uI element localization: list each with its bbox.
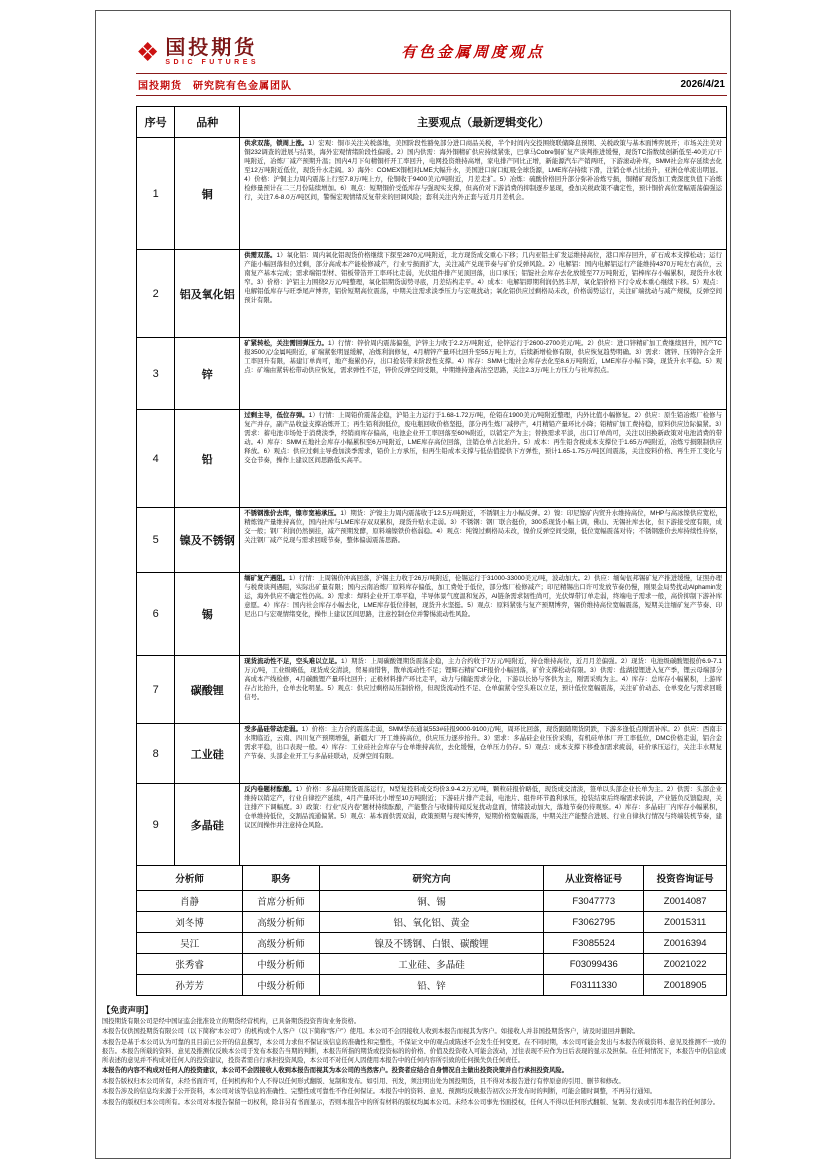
viewpoint-text [240, 508, 727, 573]
disclaimer-paragraph: 国投期货有限公司是经中国证监会批准设立的期货经营机构，已具备期货投资咨询业务资格。 [102, 1018, 361, 1025]
viewpoint-body: 1）行情：上周铅价震荡企稳，沪铅主力运行于1.68-1.72万/吨，伦铅在1900美元/吨附近整理，内外比值小幅修复。2）供应：原生铅冶炼厂检修与复产并存，副产品收益支撑冶炼开工；再生铅利润低位，废电瓶回收价格坚挺，部分再生炼厂减停产，4月精铅产量环比小降；铅精矿加工费持稳，原料供应边际偏紧。3）需求：蓄电池市场处于消费淡季，经销商库存偏高，电池企业开工率回落至60%附近，以销定产为主；替换需求平淡，出口订单尚可，关注以旧换新政策对电池消费的带动。4）库存：SMM五地社会库存小幅累积至6万吨附近，LME库存高位回落，注销仓单占比抬升。5）成本：再生铅含税成本支撑位于1.65万/吨附近，冶炼亏损限制供应释放。6）观点：供应过剩主导叠加淡季需求，铅价上方承压，但再生铅成本支撑与低估值提供下方弹性，预计1.65-1.75万/吨区间震荡，关注废料价格、再生开工变化与交仓节奏，操作上建议区间思路低买高平。 [244, 412, 722, 464]
viewpoint-lead: 矿紧转松，关注需回弹压力。 [244, 340, 328, 347]
viewpoint-lead: 供求双荡，锁周上涨。 [244, 140, 309, 147]
viewpoint-body: 1）期货：上周碳酸锂期货震荡企稳，主力合约收于7万元/吨附近，持仓维持高位，近月月差偏强。2）现货：电池级碳酸锂报价6.9-7.1万元/吨，工业级略低，现货成交清淡，贸易商惜售，散单流动性不足；锂辉石精矿CIF报价小幅回落，矿价支撑松动有限。3）供需：盐湖提锂进入复产季，锂云母端部分高成本产线检修，4月碳酸锂产量环比回升；正极材料排产环比走平，动力与储能需求分化，下游以长协与客供为主，刚需采购为主。4）库存：总库存小幅累积，上游库存占比抬升，仓单去化明显。5）观点：供应过剩格局压制价格，但现货流动性不足、仓单偏紧令空头难以立足，预计低位宽幅震荡，关注矿价动态、仓单变化与需求回暖信号。 [244, 658, 722, 701]
analyst-title: 中级分析师 [243, 975, 320, 996]
analyst-advisory-no: Z0021022 [644, 954, 727, 975]
analyst-col-qualification: 从业资格证号 [544, 866, 644, 891]
viewpoint-text [240, 138, 727, 250]
viewpoints-header-row [137, 107, 727, 138]
table-row-nickel [137, 508, 727, 573]
viewpoint-lead: 受多晶硅带动走弱。 [244, 726, 302, 733]
viewpoint-lead: 不锈钢涨价去库，镍市宽裕承压。 [244, 510, 341, 517]
report-header [136, 37, 727, 66]
viewpoint-body: 1）价格：主力合约震荡走弱，SMM华东通氧553#硅报9000-9100元/吨，周环比回落，现货跟随期货阴跌，下游多逢低点刚需补库。2）供应：西南丰水期临近，云南、四川复产预期增强，新疆大厂开工维持高位，供应压力逐步抬升。3）需求：多晶硅企业压价采购，有机硅单体厂开工率低位，DMC价格走弱，铝合金需求平稳，出口表现一般。4）库存：工业硅社会库存与仓单维持高位，去化缓慢，仓单压力仍存。5）观点：成本支撑下移叠加需求疲弱，硅价承压运行，关注丰水期复产节奏、头部企业开工与多晶硅联动，反弹空间有限。 [244, 726, 722, 760]
analyst-header-row [137, 866, 727, 891]
disclaimer-paragraph: 本报告涉及的信息均来源于公开资料，本公司对该等信息的准确性、完整性或可靠性不作任何保证。本报告中的资料、意见、预测均反映报告初次公开发布时的判断，可能会随时调整，不再另行通知。 [102, 1088, 657, 1096]
viewpoint-lead: 缅矿复产遇阻。 [244, 575, 290, 582]
disclaimer-section [102, 1004, 726, 1107]
variety-name: 铝及氧化铝 [175, 250, 240, 338]
row-no: 8 [137, 724, 175, 784]
analyst-field: 铜、锡 [319, 891, 543, 912]
table-row-lead [137, 410, 727, 508]
analyst-title: 首席分析师 [243, 891, 320, 912]
brand-name: 国投期货 [165, 37, 258, 59]
analyst-row [137, 975, 727, 996]
viewpoint-lead: 现货流动性不足，空头难以立足。 [244, 658, 342, 665]
viewpoint-text [240, 573, 727, 656]
table-row-polysilicon [137, 784, 727, 866]
analyst-row [137, 954, 727, 975]
analyst-name: 张秀睿 [137, 954, 243, 975]
analyst-name: 刘冬博 [137, 912, 243, 933]
analyst-field: 镍及不锈钢、白银、碳酸锂 [319, 933, 543, 954]
table-row-lithium [137, 656, 727, 724]
table-row-zinc [137, 338, 727, 410]
analyst-qualification-no: F03099436 [544, 954, 644, 975]
viewpoint-text [240, 656, 727, 724]
analyst-title: 中级分析师 [243, 954, 320, 975]
analyst-qualification-no: F3047773 [544, 891, 644, 912]
variety-name: 锌 [175, 338, 240, 410]
viewpoint-text [240, 724, 727, 784]
viewpoint-lead: 过剩主导，低位存弹。 [244, 412, 309, 419]
viewpoint-text [240, 784, 727, 866]
analyst-qualification-no: F3085524 [544, 933, 644, 954]
variety-name: 镍及不锈钢 [175, 508, 240, 573]
variety-name: 铅 [175, 410, 240, 508]
subheader-bar [136, 73, 727, 96]
analyst-name: 孙芳芳 [137, 975, 243, 996]
table-row-aluminum [137, 250, 727, 338]
viewpoint-lead: 反内卷题材酝酿。 [244, 786, 296, 793]
viewpoint-body: 1）行情：上周锡价冲高回落，沪锡主力收于26万/吨附近，伦锡运行于31000-33000美元/吨，波动加大。2）供应：缅甸佤邦锡矿复产推进缓慢，证照办理与税费谈判遇阻，实际出矿量有限；国内云南冶炼厂原料库存偏低，加工费处于低位，部分炼厂检修减产；印尼精锡出口许可发放节奏仍慢，刚果金局势扰动Alphamin发运，海外供应不确定性仍高。3）需求：焊料企业开工率平稳，半导体景气度温和复苏，AI链条需求韧性尚可，光伏焊带订单走弱，终端电子需求一般，高价抑制下游补库意愿。4）库存：国内社会库存小幅去化，LME库存低位徘徊，现货升水坚挺。5）观点：原料紧张与复产预期博弈，锡价维持高位宽幅震荡，短期关注缅矿复产节奏、印尼出口与宏观情绪变化，操作上建议区间思路，注意控制仓位并警惕流动性风险。 [244, 575, 723, 618]
analyst-name: 肖静 [137, 891, 243, 912]
row-no: 1 [137, 138, 175, 250]
row-no: 3 [137, 338, 175, 410]
analyst-field: 工业硅、多晶硅 [319, 954, 543, 975]
analyst-title: 高级分析师 [243, 933, 320, 954]
report-page [95, 10, 731, 1159]
viewpoint-lead: 供需双荡。 [244, 252, 277, 259]
table-row-industrial-silicon [137, 724, 727, 784]
analyst-advisory-no: Z0014087 [644, 891, 727, 912]
viewpoint-body: 1）价格：多晶硅期货震荡运行，N型复投料成交均价3.9-4.2万元/吨，颗粒硅报价略低，现货成交清淡，签单以头部企业长单为主。2）供需：头部企业维持以销定产，行业自律控产延续，4月产量环比小增至10万吨附近；下游硅片排产走弱，电池片、组件环节盈利承压，抢装结束后终端需求转淡，产业链负反馈隐现，关注排产下调幅度。3）政策：行业“反内卷”题材持续酝酿，产能整合与收储传闻反复扰动盘面，情绪波动加大，落地节奏仍待观察。4）库存：多晶硅厂内库存小幅累积，仓单维持低位，交割品流通偏紧。5）观点：基本面供需双弱，政策预期与现实博弈，短期价格宽幅震荡，中期关注产能整合进展、行业自律执行情况与终端装机节奏，建议区间操作并注意持仓风险。 [244, 786, 722, 829]
analyst-field: 铅、锌 [319, 975, 543, 996]
analyst-title: 高级分析师 [243, 912, 320, 933]
variety-name: 碳酸锂 [175, 656, 240, 724]
analyst-row [137, 933, 727, 954]
brand-logo [136, 37, 259, 66]
analyst-name: 吴江 [137, 933, 243, 954]
report-date: 2026/4/21 [680, 79, 725, 90]
analyst-row [137, 912, 727, 933]
analyst-qualification-no: F3062795 [544, 912, 644, 933]
analyst-advisory-no: Z0015311 [644, 912, 727, 933]
viewpoint-text [240, 338, 727, 410]
viewpoint-body: 1）期货：沪镍主力周内震荡收于12.5万/吨附近，不锈钢主力小幅反弹。2）镍：印尼镍矿内贸升水维持高位，MHP与高冰镍供应宽松，精炼镍产量维持高位，国内社库与LME库存双双累积，现货升贴水走弱。3）不锈钢：钢厂联合挺价，300系现货小幅上调，佛山、无锡社库去化，但下游接受度有限，成交一般；钢厂利润仍然倒挂，减产预期发酵，原料端镍铁价格弱稳。4）观点：纯镍过剩格局未改，镍价反弹空间受限，低位宽幅震荡对待；不锈钢涨价去库持续性待察，关注钢厂减产兑现与需求回暖节奏，整体偏弱震荡思路。 [244, 510, 722, 544]
viewpoint-body: 1）氧化铝：周内氧化铝现货价格继续下探至2870元/吨附近，北方现货成交重心下移；几内亚铝土矿发运维持高位，港口库存回升，矿石成本支撑松动；运行产能小幅回落但仍过剩，部分高成本产能检修减产，行业亏损面扩大，关注减产兑现节奏与矿价反弹风险。2）电解铝：国内电解铝运行产能维持4370万吨左右高位，云南复产基本完成；需求端铝型材、铝板带箔开工率环比走弱，光伏组件排产见顶回落，出口承压；铝锭社会库存去化放缓至77万吨附近，铝棒库存小幅累积，现货升水收窄。3）价格：沪铝主力围绕2万元/吨整理，氧化铝期货弱势寻底，月差结构走平。4）成本：电解铝即期利润仍然丰厚，氧化铝价格下行令成本重心继续下移。5）观点：电解铝低库存与旺季尾声博弈，铝价短期高位震荡，中期关注需求淡季压力与宏观扰动；氧化铝供应过剩格局未改，价格弱势运行，关注矿端扰动与减产规模，反弹空间预计有限。 [244, 252, 723, 304]
brand-diamond-icon: ❖ [136, 36, 160, 67]
analyst-col-advisory: 投资咨询证号 [644, 866, 727, 891]
disclaimer-title: 【免责声明】 [102, 1005, 154, 1015]
row-no: 2 [137, 250, 175, 338]
col-header-views: 主要观点（最新逻辑变化） [240, 107, 727, 138]
viewpoints-table [136, 106, 727, 866]
analyst-row [137, 891, 727, 912]
variety-name: 多晶硅 [175, 784, 240, 866]
viewpoint-text [240, 250, 727, 338]
brand-subtitle: SDIC FUTURES [165, 59, 260, 66]
disclaimer-paragraph: 本报告是基于本公司认为可靠的且目前已公开的信息撰写，本公司力求但不保证该信息的准确性和完整性，不保证文中的观点或陈述不会发生任何变更。在不同时期，本公司可能会发出与本报告所载资料、意见及推测不一致的报告。本报告所载的资料、意见及推测仅反映本公司于发布本报告当期的判断，本报告所指的期货或投资标的的价格、价值及投资收入可能会波动，过往表现不应作为日后表现的显示及担保。在任何情况下，本报告中的信息或所表述的意见并不构成对任何人的投资建议，投资者需自行承担投资风险，本公司不对任何人因使用本报告中的任何内容所引致的任何损失负任何责任。 [102, 1038, 726, 1064]
variety-name: 锡 [175, 573, 240, 656]
row-no: 7 [137, 656, 175, 724]
viewpoint-body: 1）行情：锌价周内震荡偏强，沪锌主力收于2.2万/吨附近，伦锌运行于2600-2700美元/吨。2）供应：进口锌精矿加工费继续回升，国产TC报3500元/金属吨附近，矿端紧张明显缓解，冶炼利润修复，4月精锌产量环比回升至55万吨上方，后续新增检修有限，供应恢复趋势明确。3）需求：镀锌、压铸锌合金开工率回升有限，基建订单尚可，地产拖累仍存，出口抢装带来阶段性支撑。4）库存：SMM七地社会库存去化至8.6万吨附近，LME库存小幅下降，现货升水平稳。5）观点：矿端由紧转松带动供应恢复，需求弹性不足，锌价反弹空间受限，中期维持逢高沽空思路，关注2.3万/吨上方压力与社库拐点。 [244, 340, 722, 374]
viewpoint-body: 1）宏观：铜市关注关税落地，美国阶段性豁免部分进口商品关税，半个时间内交投围绕联储降息预期、关税政策与基本面博弈展开；市场关注美对铜232调查的进展与结果，海外宏观情绪阶段性偏暖。2）国内供需：海外铜精矿供应持续紧张，巴拿马Cobre铜矿复产谈判推进缓慢，现货TC指数续创新低至-40美元/干吨附近，冶炼厂减产预期升温；国内4月下旬精铜杆开工率回升，电网投资维持高增，家电排产同比正增，新能源汽车产销两旺，下游滚动补库，SMM社会库存延续去化至12万吨附近低位，现货升水走阔。3）海外：COMEX铜相对LME大幅升水，美国进口窗口虹吸全球货源，LME库存持续下滑，注销仓单占比抬升，亚洲仓单流出明显。4）价格：沪铜主力周内震荡上行至7.8万/吨上方，伦铜收于9400美元/吨附近，月差走扩。5）冶炼：硫酸价格回升部分弥补冶炼亏损，铜精矿现货加工费深度负值下冶炼检修量预计在二三月份陆续增加。6）观点：短期铜价受低库存与强现实支撑，但高价对下游消费的抑制逐步显现，叠加关税政策不确定性，预计铜价高位宽幅震荡偏强运行，关注7.6-8.0万/吨区间，警惕宏观情绪反复带来的回调风险；套利关注内外正套与近月月差机会。 [244, 140, 723, 201]
analyst-advisory-no: Z0018905 [644, 975, 727, 996]
analyst-col-title: 职务 [243, 866, 320, 891]
row-no: 6 [137, 573, 175, 656]
analyst-col-name: 分析师 [137, 866, 243, 891]
col-header-variety: 品种 [175, 107, 240, 138]
variety-name: 工业硅 [175, 724, 240, 784]
row-no: 4 [137, 410, 175, 508]
analyst-advisory-no: Z0016394 [644, 933, 727, 954]
row-no: 5 [137, 508, 175, 573]
disclaimer-paragraph: 本报告的版权归本公司所有。本公司对本报告保留一切权利，除非另有书面显示，否则本报告中的所有材料的版权均属本公司。未经本公司事先书面授权，任何人不得以任何形式翻版、复制、发表或引用本报告的任何部分。 [102, 1098, 720, 1106]
team-label: 国投期货 研究院有色金属团队 [138, 81, 292, 92]
table-row-tin [137, 573, 727, 656]
table-row-copper [137, 138, 727, 250]
page-title: 有色金属周度观点 [401, 43, 546, 61]
viewpoint-text [240, 410, 727, 508]
variety-name: 铜 [175, 138, 240, 250]
analyst-table [136, 865, 727, 996]
row-no: 9 [137, 784, 175, 866]
disclaimer-paragraph: 本报告的内容不构成对任何人的投资建议，本公司不会因接收人收到本报告而视其为本公司的当然客户。投资者应结合自身情况自主做出投资决策并自行承担投资风险。 [102, 1067, 568, 1075]
report-content [96, 11, 730, 996]
analyst-col-field: 研究方向 [319, 866, 543, 891]
brand-text-block [165, 37, 259, 66]
disclaimer-paragraph: 本报告仅供国投期货有限公司（以下简称“本公司”）的机构或个人客户（以下简称“客户”）使用。本公司不会因接收人收到本报告而视其为客户。如接收人并非国投期货客户，请及时退回并删除。 [102, 1028, 640, 1036]
analyst-field: 铝、氧化铝、黄金 [319, 912, 543, 933]
disclaimer-paragraph: 本报告版权归本公司所有，未经书面许可，任何机构和个人不得以任何形式翻版、复制和发布。如引用、刊发，须注明出处为国投期货，且不得对本报告进行有悖原意的引用、删节和修改。 [102, 1077, 625, 1085]
col-header-no: 序号 [137, 107, 175, 138]
analyst-qualification-no: F03111330 [544, 975, 644, 996]
